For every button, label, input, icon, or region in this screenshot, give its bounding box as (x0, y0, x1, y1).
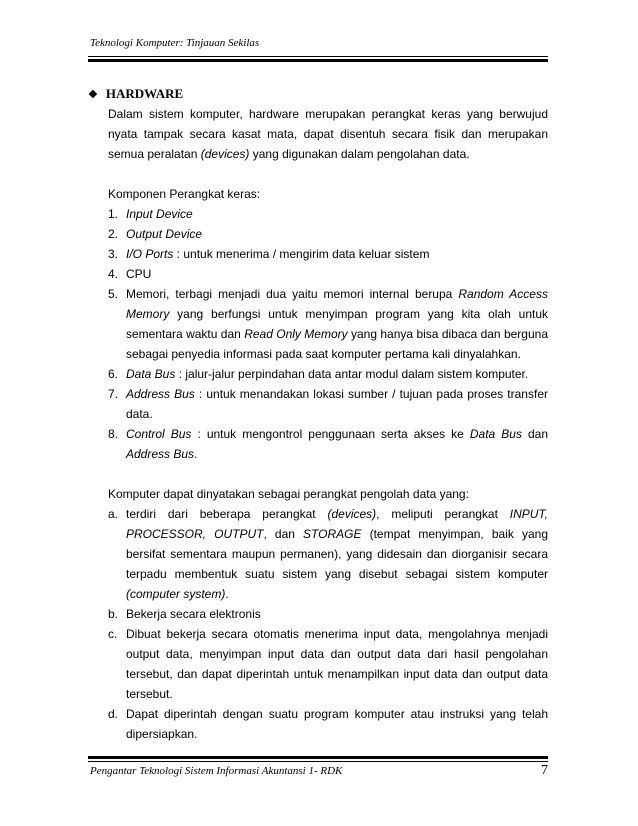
running-header: Teknologi Komputer: Tinjauan Sekilas (90, 37, 260, 49)
list-number: 3. (108, 247, 119, 261)
item-desc: , meliputi perangkat (376, 507, 510, 521)
diamond-bullet-icon: ❖ (88, 89, 98, 101)
footer-rule-thick (88, 756, 548, 759)
list-item (108, 264, 548, 284)
footer-rule-thin (88, 761, 548, 762)
list-item (108, 204, 548, 224)
item-term: INPUT, PROCESSOR, OUTPUT (126, 507, 548, 541)
item-desc: : untuk menandakan lokasi sumber / tujuan pada proses transfer data. (126, 387, 548, 421)
list-item (108, 224, 548, 244)
item-term: (computer system) (126, 587, 226, 601)
list-number: 1. (108, 207, 119, 221)
item-desc: Memori, terbagi menjadi dua yaitu memori internal berupa (126, 287, 459, 301)
item-term: Data Bus (126, 367, 176, 381)
item-desc: Dapat diperintah dengan suatu program komputer atau instruksi yang telah dipersiapkan. (126, 707, 548, 741)
section-body (90, 104, 548, 744)
item-term: Control Bus (126, 427, 192, 441)
list-number: 2. (108, 227, 119, 241)
item-desc: yang hanya bisa dibaca dan berguna sebagai penyedia informasi pada saat komputer pertama kali dinyalahkan. (126, 327, 548, 361)
item-desc: : untuk mengontrol penggunaan serta akses ke (191, 427, 470, 441)
list-item (108, 424, 548, 464)
list-item (108, 384, 548, 424)
list-item (108, 704, 548, 744)
list-item (108, 504, 548, 604)
item-term: (devices) (327, 507, 377, 521)
intro-italic: (devices) (200, 147, 250, 161)
list-letter: c. (108, 627, 118, 641)
item-term: I/O Ports (126, 247, 174, 261)
item-desc: (tempat menyimpan, baik yang bersifat sementara maupun permanen), yang didesain dan diorganisir secara terpadu membentuk suatu sistem yang disebut sebagai sistem komputer (126, 527, 548, 581)
components-title: Komponen Perangkat keras: (108, 187, 261, 201)
item-desc: , dan (263, 527, 304, 541)
list-item (108, 284, 548, 364)
item-desc: yang berfungsi untuk menyimpan program yang kita olah untuk sementara waktu dan (126, 307, 548, 341)
section-heading (88, 84, 548, 104)
running-footer: Pengantar Teknologi Sistem Informasi Akuntansi 1- RDK (90, 765, 343, 777)
list-letter: b. (108, 607, 119, 621)
item-desc: . (225, 587, 229, 601)
item-desc: dan (521, 427, 548, 441)
list-item (108, 364, 548, 384)
item-term: Input Device (126, 207, 193, 221)
list-letter: a. (108, 507, 119, 521)
list-number: 6. (108, 367, 119, 381)
list-letter: d. (108, 707, 119, 721)
item-term: Random Access Memory (126, 287, 548, 321)
components-list (108, 204, 548, 464)
item-term: STORAGE (303, 527, 362, 541)
list-item (108, 604, 548, 624)
list-number: 5. (108, 287, 119, 301)
page-content (90, 84, 548, 744)
header-rule-thick (88, 59, 548, 62)
item-desc: Dibuat bekerja secara otomatis menerima input data, mengolahnya menjadi output data, menyimpan input data dan output data dari hasil pengolahan tersebut, dan dapat diperintah untuk menampilkan input data dan output data tersebut. (126, 627, 548, 701)
intro-paragraph (108, 104, 548, 164)
computer-title: Komputer dapat dinyatakan sebagai perangkat pengolah data yang: (108, 487, 469, 501)
item-term: Output Device (126, 227, 203, 241)
intro-text: Dalam sistem komputer, hardware merupakan perangkat keras yang berwujud nyata tampak secara kasat mata, dapat disentuh secara fisik dan merupakan semua peralatan (108, 107, 548, 161)
intro-text-end: yang digunakan dalam pengolahan data. (249, 147, 470, 161)
header-rule-thin (88, 56, 548, 57)
item-term: Read Only Memory (244, 327, 348, 341)
page-number: 7 (541, 763, 548, 778)
characteristics-list (108, 504, 548, 744)
section-heading-text: HARDWARE (105, 86, 184, 101)
item-desc: . (194, 447, 198, 461)
item-term: Address Bus (126, 387, 195, 401)
list-number: 4. (108, 267, 119, 281)
item-desc: CPU (126, 267, 152, 281)
item-desc: : jalur-jalur perpindahan data antar modul dalam sistem komputer. (175, 367, 529, 381)
item-desc: : untuk menerima / mengirim data keluar sistem (173, 247, 430, 261)
item-term: Address Bus (126, 447, 195, 461)
list-number: 8. (108, 427, 119, 441)
item-desc: Bekerja secara elektronis (126, 607, 261, 621)
list-item (108, 624, 548, 704)
item-desc: terdiri dari beberapa perangkat (126, 507, 328, 521)
list-item (108, 244, 548, 264)
item-term: Data Bus (469, 427, 522, 441)
list-number: 7. (108, 387, 119, 401)
